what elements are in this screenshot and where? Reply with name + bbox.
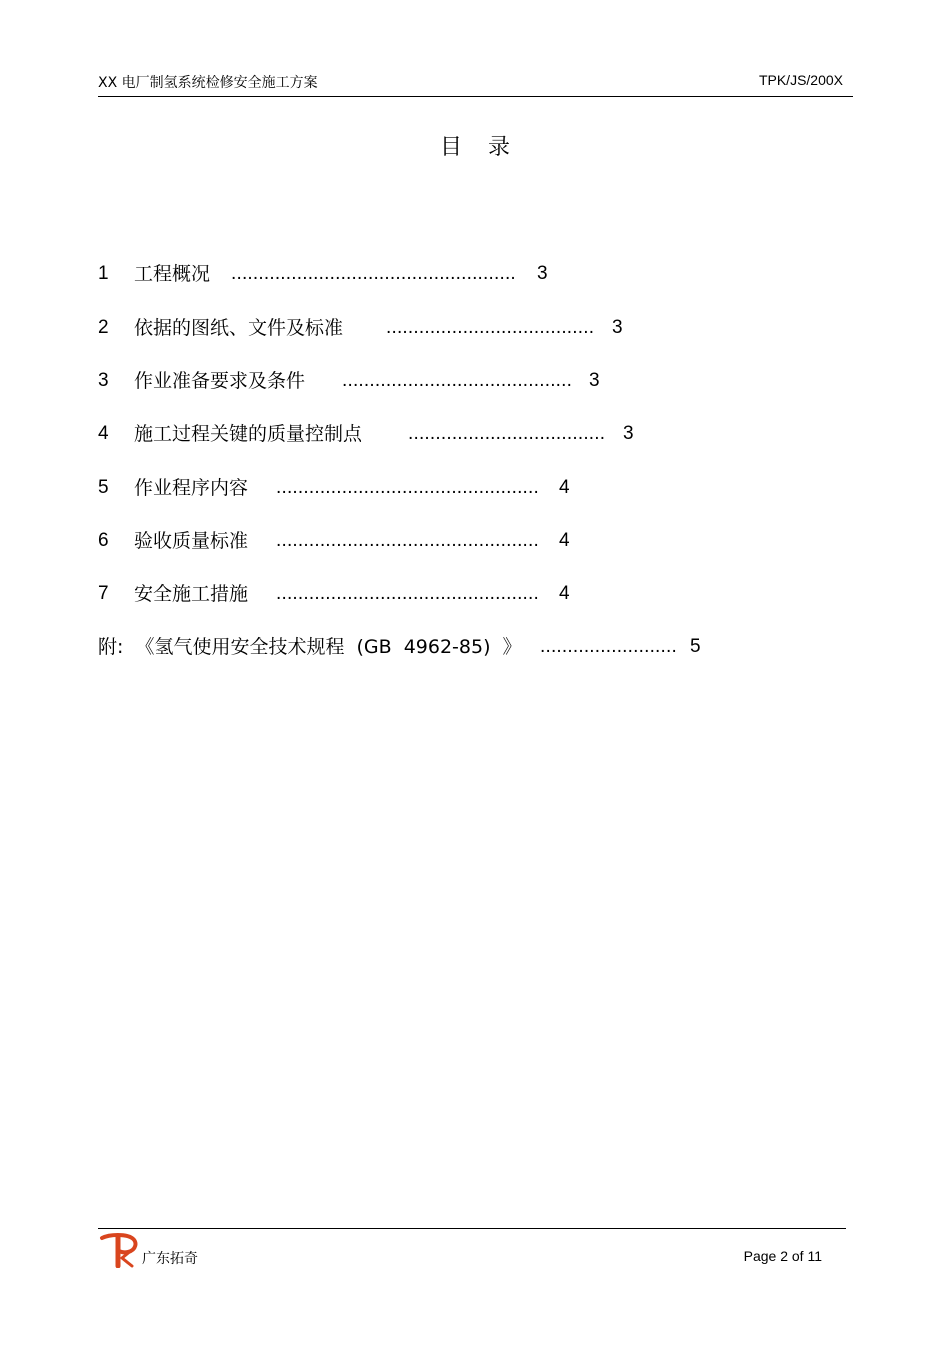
page-number: Page 2 of 11 [743, 1248, 822, 1264]
toc-entry-text: 工程概况 [134, 263, 211, 285]
toc-entry-text: 施工过程关键的质量控制点 [134, 423, 363, 445]
toc-entry-page: 5 [690, 636, 701, 657]
toc-entry-text: 作业程序内容 [134, 477, 249, 499]
toc-entry-page: 3 [589, 370, 600, 391]
toc-entry-leader: ................................................ [276, 530, 539, 551]
toc-entry-page: 4 [559, 583, 570, 604]
toc-entry-text: 作业准备要求及条件 [134, 370, 306, 392]
toc-entry-text: 安全施工措施 [134, 583, 249, 605]
toc-entry-number: 5 [98, 477, 109, 498]
toc-entry-number: 2 [98, 317, 109, 338]
page-header [98, 70, 853, 97]
footer-divider [98, 1228, 846, 1229]
document-code: TPK/JS/200X [758, 72, 843, 88]
document-title: XX 电厂制氢系统检修安全施工方案 [98, 75, 318, 91]
toc-entry-number: 6 [98, 530, 109, 551]
toc-entry-leader: .................................... [408, 423, 606, 444]
toc-entry-page: 4 [559, 530, 570, 551]
toc-title: 目录 [439, 135, 536, 160]
toc-entry-number: 3 [98, 370, 109, 391]
toc-entry-leader: ................................................ [276, 477, 539, 498]
toc-entry-leader: ................................................ [276, 583, 539, 604]
toc-entry-number: 7 [98, 583, 109, 604]
toc-entry-page: 3 [623, 423, 634, 444]
toc-entry-text: 验收质量标准 [134, 530, 249, 552]
toc-entry-leader: .......................................... [342, 370, 573, 391]
toc-entry-page: 3 [537, 263, 548, 284]
toc-entry-leader: .................................................... [231, 263, 516, 284]
tpk-logo-icon [98, 1232, 146, 1268]
toc-entry-page: 4 [559, 477, 570, 498]
toc-entry-text: 依据的图纸、文件及标准 [134, 317, 344, 339]
toc-entry-leader: ......................... [540, 636, 677, 657]
toc-entry-leader: ...................................... [386, 317, 595, 338]
toc-entry-number: 4 [98, 423, 109, 444]
company-name: 广东拓奇 [142, 1251, 198, 1267]
toc-entry-page: 3 [612, 317, 623, 338]
toc-entry-number: 1 [98, 263, 109, 284]
toc-appendix-text: 附: 《氢气使用安全技术规程 (GB 4962-85) 》 [98, 636, 522, 658]
